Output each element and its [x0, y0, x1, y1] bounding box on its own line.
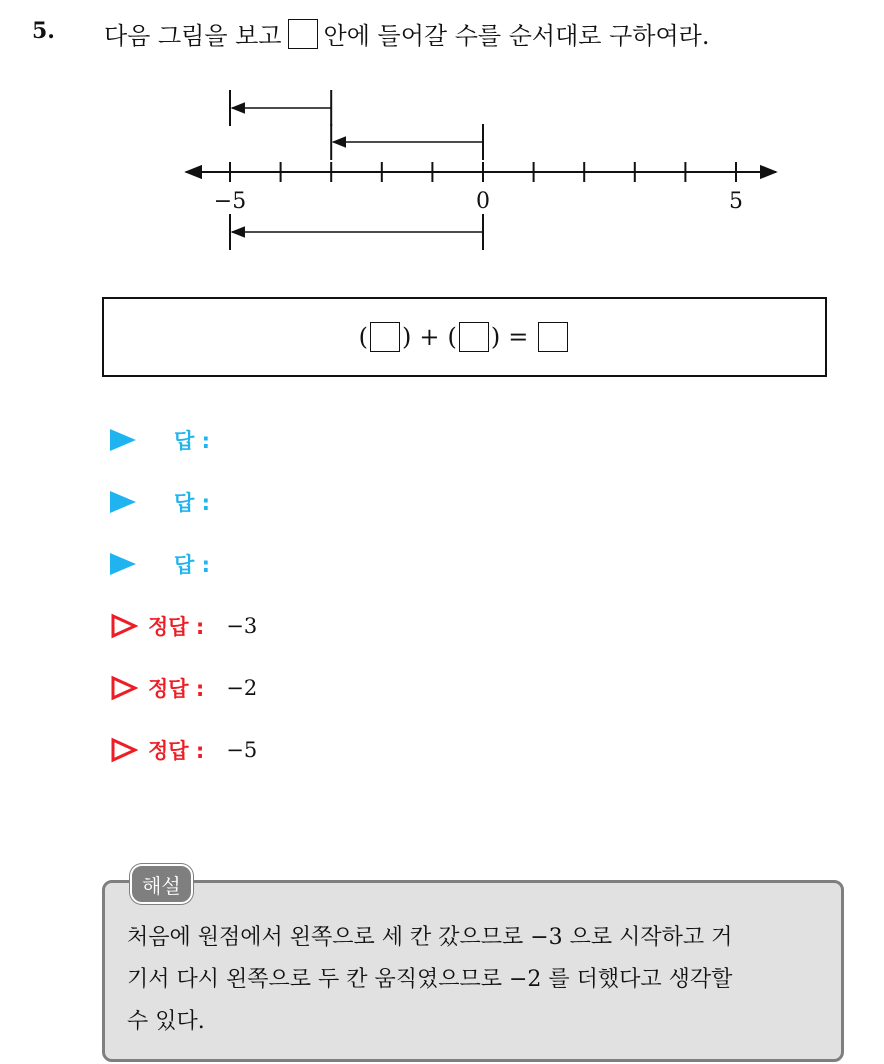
question-text-before: 다음 그림을 보고 — [104, 22, 282, 50]
correct-answer-label: 정답 : — [148, 615, 205, 639]
equation-equals: = — [508, 323, 529, 351]
correct-answer-row-1 — [110, 606, 257, 646]
answer-blank-3-icon — [538, 322, 568, 352]
correct-answer-label: 정답 : — [148, 677, 205, 701]
answer-arrow-icon — [110, 553, 136, 575]
equation-box — [102, 297, 827, 377]
number-line-tick-label: 5 — [729, 189, 743, 214]
correct-answer-value: −2 — [226, 676, 258, 700]
move-arrow — [230, 90, 331, 126]
number-line-tick-label: 0 — [476, 189, 490, 214]
question-text — [104, 16, 709, 51]
move-arrow — [230, 214, 483, 250]
correct-answer-row-2 — [110, 668, 257, 708]
explanation-box — [102, 880, 844, 1062]
question-number: 5. — [32, 18, 55, 44]
number-line-figure — [180, 84, 790, 254]
answer-blank-2-icon — [459, 322, 489, 352]
answer-row-3 — [110, 544, 210, 584]
explanation-line-1: 처음에 원점에서 왼쪽으로 세 칸 갔으므로 −3 으로 시작하고 거 — [127, 925, 733, 950]
equation-close-paren-2: ) — [490, 323, 501, 351]
answer-arrow-icon — [110, 429, 136, 451]
explanation-tab: 해설 — [130, 864, 193, 904]
correct-answer-row-3 — [110, 730, 257, 770]
correct-answer-value: −3 — [226, 614, 258, 638]
answer-label: 답 : — [174, 491, 210, 515]
correct-arrow-outline-icon — [110, 737, 138, 763]
answer-label: 답 : — [174, 429, 210, 453]
equation-close-paren-1: ) — [402, 323, 412, 351]
answer-blank-1-icon — [370, 322, 400, 352]
explanation-line-2: 기서 다시 왼쪽으로 두 칸 움직였으므로 −2 를 더했다고 생각할 — [127, 967, 733, 992]
answer-label: 답 : — [174, 553, 210, 577]
correct-answer-label: 정답 : — [148, 739, 205, 763]
answer-row-1 — [110, 420, 210, 460]
number-line-move-arrows — [230, 90, 483, 250]
explanation-line-3: 수 있다. — [127, 1009, 205, 1034]
correct-answer-value: −5 — [226, 738, 258, 762]
equation-plus: + — [419, 323, 440, 351]
number-line-tick-labels — [214, 189, 743, 214]
number-line-tick-label: −5 — [213, 189, 247, 214]
move-arrow — [331, 124, 483, 160]
equation-open-paren-2: ( — [447, 323, 457, 351]
correct-arrow-outline-icon — [110, 613, 138, 639]
blank-box-icon — [288, 19, 318, 49]
answer-arrow-icon — [110, 491, 136, 513]
answer-row-2 — [110, 482, 210, 522]
equation-open-paren-1: ( — [358, 323, 369, 351]
correct-arrow-outline-icon — [110, 675, 138, 701]
question-text-after: 안에 들어갈 수를 순서대로 구하여라. — [323, 22, 710, 50]
